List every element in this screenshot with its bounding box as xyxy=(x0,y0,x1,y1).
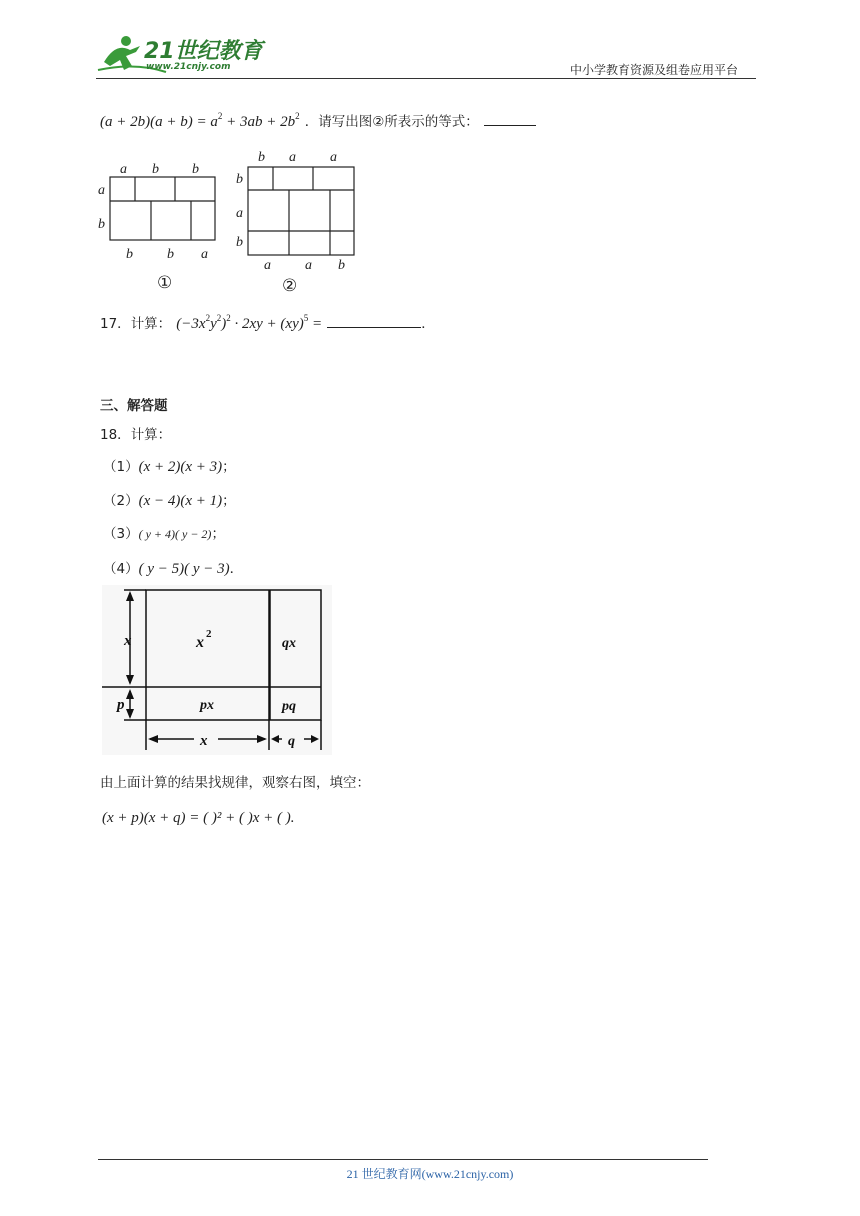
q17-end: ． xyxy=(421,316,435,332)
q18-item xyxy=(103,522,225,542)
fig1-bottom-label: b xyxy=(167,247,174,262)
q18-item-expr: ( y − 5)( y − 3) xyxy=(138,561,230,577)
q18-item-end: ； xyxy=(222,493,236,509)
logo-text: 21世纪教育 xyxy=(144,39,263,64)
area-model-figure xyxy=(102,585,332,755)
q18-item-num: （3） xyxy=(103,526,139,542)
q18-item-num: （2） xyxy=(103,493,139,509)
q18-item xyxy=(103,455,236,476)
q16-equation: $(a + 2b)(a + b) = a^2 + 3ab + 2b^2$ ．请写出图②所表示的等式： xyxy=(100,110,536,131)
q17-answer-blank[interactable] xyxy=(327,327,421,328)
q18-item-expr: (x + 2)(x + 3) xyxy=(138,459,223,475)
q17-number: 17． xyxy=(100,316,131,332)
q18-pattern-text: 由上面计算的结果找规律，观察右图，填空： xyxy=(100,775,370,791)
q18-item-expr: (x − 4)(x + 1) xyxy=(138,493,223,509)
fig-cell-px: px xyxy=(200,698,214,713)
figure-1 xyxy=(95,155,225,295)
fig2-left-label: a xyxy=(236,206,243,221)
fig1-top-label: a xyxy=(120,162,127,177)
platform-title: 中小学教育资源及组卷应用平台 xyxy=(570,63,739,77)
fig-cell-x2: x xyxy=(196,634,204,651)
q18-item xyxy=(103,557,243,578)
fig-cell-x2-exp: 2 xyxy=(206,628,212,640)
fig2-top-label: b xyxy=(258,150,265,165)
q18-final-expression: (x + p)(x + q) = ( )² + ( )x + ( ). xyxy=(102,810,295,826)
q16-answer-blank[interactable] xyxy=(484,125,536,126)
q17-expression: $(-3x^2y^2)^2 \cdot 2xy + (xy)^5$ = xyxy=(176,313,323,332)
fig-bottom-q: q xyxy=(288,734,295,749)
section-title: 三、解答题 xyxy=(100,398,168,414)
q18-item-end: ． xyxy=(229,561,244,577)
fig1-bottom-label: b xyxy=(126,247,133,262)
q18-item-expr: ( y + 4)( y − 2) xyxy=(138,527,212,541)
fig-cell-qx: qx xyxy=(282,636,296,651)
q18-item xyxy=(103,489,236,510)
fig1-bottom-label: a xyxy=(201,247,208,262)
q17 xyxy=(100,312,435,333)
fig-left-x: x xyxy=(124,633,132,649)
fig1-top-label: b xyxy=(152,162,159,177)
q18-label: 计算： xyxy=(130,427,172,443)
q18-item-num: （1） xyxy=(103,459,139,475)
q18-item-num: （4） xyxy=(103,561,139,577)
fig2-top-label: a xyxy=(330,150,337,165)
q18-number: 18． xyxy=(100,427,131,443)
header-rule xyxy=(96,78,756,79)
q18-heading xyxy=(100,423,171,443)
header-logo xyxy=(96,32,266,78)
fig1-left-label: a xyxy=(98,183,105,198)
fig2-left-label: b xyxy=(236,172,243,187)
q18-item-end: ； xyxy=(222,459,236,475)
figure-2 xyxy=(232,145,362,295)
q18-item-end: ； xyxy=(211,526,225,542)
fig1-top-label: b xyxy=(192,162,199,177)
footer-text: 21 世纪教育网(www.21cnjy.com) xyxy=(346,1167,514,1181)
fig2-caption: ② xyxy=(282,276,298,295)
q17-label: 计算： xyxy=(130,316,172,332)
fig2-left-label: b xyxy=(236,235,243,250)
fig2-bottom-label: a xyxy=(264,258,271,273)
fig-cell-pq: pq xyxy=(282,699,296,714)
fig-bottom-x: x xyxy=(200,733,208,749)
footer-rule xyxy=(98,1159,708,1160)
fig1-left-label: b xyxy=(98,217,105,232)
fig2-bottom-label: a xyxy=(305,258,312,273)
fig-left-p: p xyxy=(117,697,125,713)
fig1-caption: ① xyxy=(157,273,173,292)
fig2-top-label: a xyxy=(289,150,296,165)
fig2-bottom-label: b xyxy=(338,258,345,273)
q16-instruction: ．请写出图②所表示的等式： xyxy=(304,114,479,130)
logo-url: www.21cnjy.com xyxy=(146,62,231,72)
